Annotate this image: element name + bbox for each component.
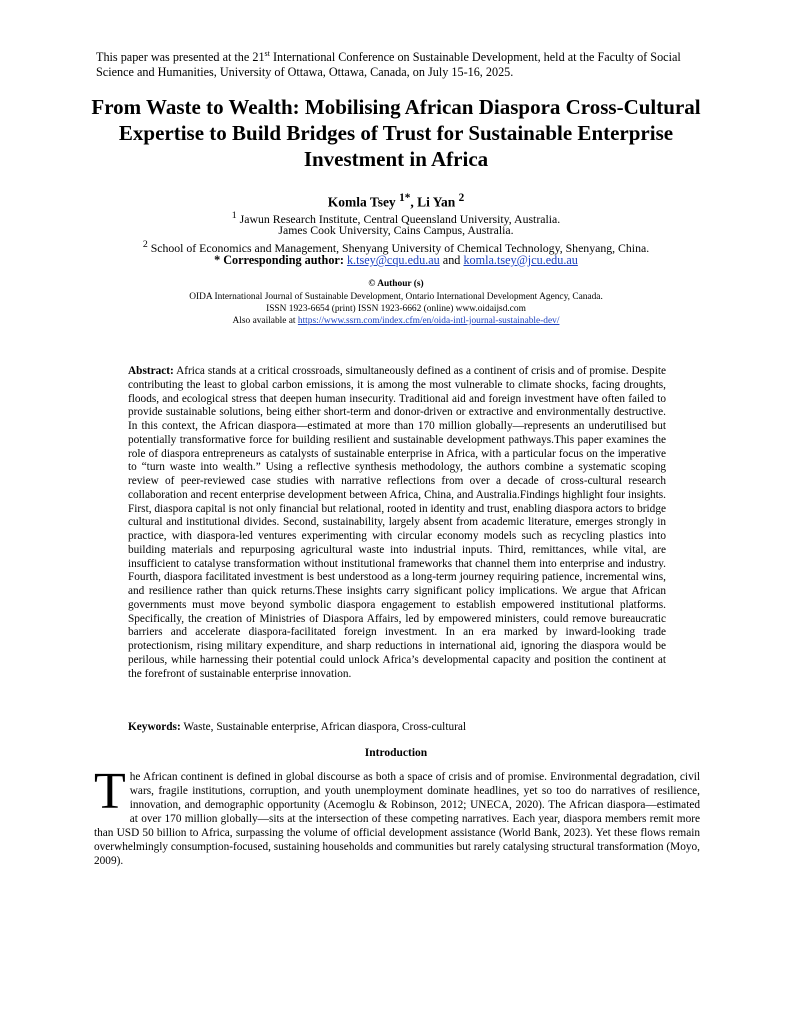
keywords	[128, 720, 666, 734]
affiliation-1b: James Cook University, Cains Campus, Australia.	[278, 223, 514, 237]
issn-line: ISSN 1923-6654 (print) ISSN 1923-6662 (online) www.oidaijsd.com	[266, 304, 526, 314]
paper-title: From Waste to Wealth: Mobilising African Diaspora Cross-Cultural Expertise to Build Bridges of Trust for Sustainable Enterprise Investment in Africa	[91, 95, 701, 171]
keywords-label: Keywords:	[128, 721, 181, 733]
author-1-superscript: 1*	[399, 192, 411, 204]
corresponding-author	[90, 253, 702, 267]
drop-cap: T	[94, 763, 126, 820]
email-conjunction: and	[442, 253, 461, 267]
corresponding-label: * Corresponding author:	[214, 253, 344, 267]
affiliation-1-text: Jawun Research Institute, Central Queensland University, Australia.	[239, 211, 561, 226]
availability-label: Also available at	[232, 316, 296, 326]
introduction-paragraph	[94, 763, 700, 868]
author-separator: ,	[410, 194, 418, 210]
author-name-2: Li Yan	[417, 194, 456, 210]
abstract	[128, 365, 666, 681]
affiliation-2-superscript: 2	[142, 239, 148, 250]
email-link-2[interactable]: komla.tsey@jcu.edu.au	[463, 253, 578, 267]
keywords-text: Waste, Sustainable enterprise, African diaspora, Cross-cultural	[183, 721, 467, 733]
author-name-1: Komla Tsey	[327, 194, 396, 210]
ssrn-link[interactable]: https://www.ssrn.com/index.cfm/en/oida-intl-journal-sustainable-dev/	[297, 316, 560, 326]
availability-line	[120, 316, 672, 328]
affiliation-2-text: School of Economics and Management, Shenyang University of Chemical Technology, Shenyang, China.	[150, 240, 650, 255]
abstract-label: Abstract:	[128, 365, 174, 377]
copyright-line: © Authour (s)	[368, 279, 424, 289]
introduction-text: he African continent is defined in global discourse as both a space of crisis and of promise. Environmental degradation, civil wars, fragile institutions, corruption, and youth unemployment dominate headlines, yet so too do narratives of resilience, innovation, and demographic opportunity (Acemoglu & Robinson, 2012; UNECA, 2020). The African diaspora—estimated at over 170 million globally—sits at the intersection of these competing narratives. Each year, diaspora members remit more than USD 50 billion to Africa, surpassing the volume of official development assistance (World Bank, 2023). Yet these flows remain overwhelmingly consumption-focused, sustaining households and communities but rarely catalysing structural transformation (Moyo, 2009).	[94, 771, 700, 867]
abstract-text: Africa stands at a critical crossroads, simultaneously defined as a continent of crisis and of promise. Despite contributing the least to global carbon emissions, it is among the most vulnerable to climate shocks, facing droughts, floods, and ecological stress that deepen human insecurity. Traditional aid and foreign investment have often failed to provide sustainable solutions, being either short-term and donor-driven or extractive and environmentally destructive. In this context, the African diaspora—estimated at more than 170 million globally—represents an underutilised but potentially transformative force for building resilient and sustainable development pathways.This paper examines the role of diaspora entrepreneurs as catalysts of sustainable enterprise in Africa, with a particular focus on the imperative to “turn waste into wealth.” Using a reflective synthesis methodology, the authors combine a systematic scoping review of peer-reviewed case studies with narrative reflections from over a decade of cross-cultural research collaboration and recent enterprise development between Africa, China, and Australia.Findings highlight four insights. First, diaspora capital is not only financial but relational, rooted in identity and trust, enabling diaspora actors to bridge cultural and institutional divides. Second, sustainability, largely absent from academic literature, emerges strongly in practice, with diaspora-led ventures experimenting with circular economy models such as recycling plastics into building materials and repurposing agricultural waste into industrial inputs. Third, remittances, while vital, are insufficient to catalyse transformation without institutional frameworks that channel them into enterprise and industry. Fourth, diaspora facilitated investment is best understood as a long-term journey requiring patience, incremental wins, and resilience rather than quick returns.These insights carry significant policy implications. We argue that African governments must move beyond symbolic diaspora engagement to establish empowered institutional platforms. Specifically, the creation of Ministries of Diaspora Affairs, led by empowered ministers, could remove bureaucratic barriers and accelerate diaspora-facilitated foreign investment. In an era marked by inward-looking trade protectionism, rising military expenditure, and sharp reductions in international aid, ignoring the diaspora would be perilous, while harnessing their potential could unlock Africa’s developmental capacity and position the continent at the forefront of sustainable enterprise innovation.	[128, 365, 667, 680]
conference-notice: This paper was presented at the 21st International Conference on Sustainable Development, held at the Faculty of Social Science and Humanities, University of Ottawa, Ottawa, Canada, on July 15-16, 2025.	[96, 49, 681, 80]
journal-line: OIDA International Journal of Sustainable Development, Ontario International Development Agency, Canada.	[189, 292, 603, 302]
affiliation-1-superscript: 1	[231, 210, 237, 221]
email-link-1[interactable]: k.tsey@cqu.edu.au	[346, 253, 440, 267]
author-line	[200, 190, 592, 211]
section-heading-introduction: Introduction	[364, 747, 428, 759]
author-2-superscript: 2	[458, 192, 465, 204]
